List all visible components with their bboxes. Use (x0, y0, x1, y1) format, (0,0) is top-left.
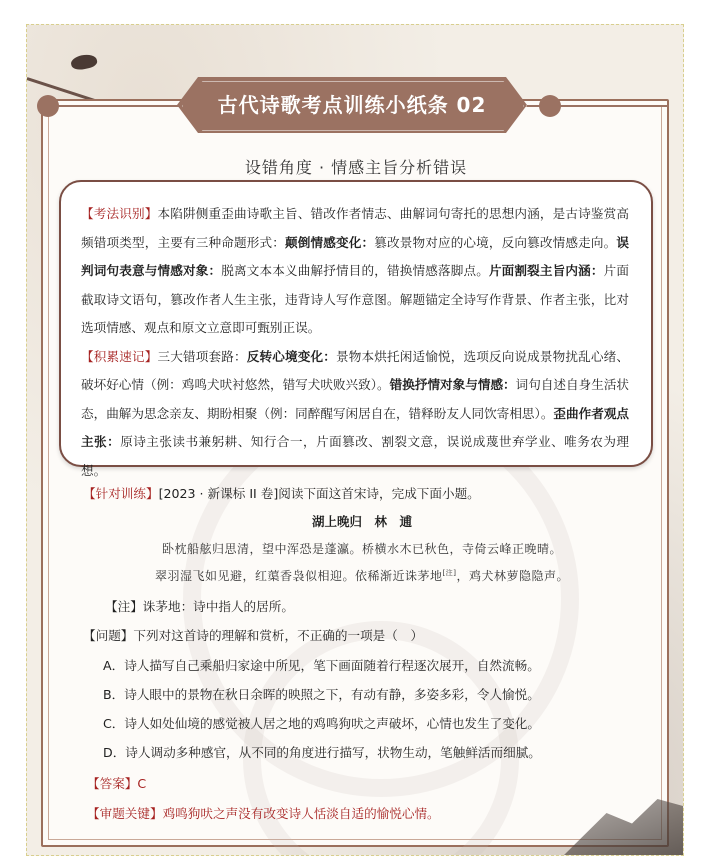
training-line: 【针对训练】[2023 · 新课标 II 卷]阅读下面这首宋诗，完成下面小题。 (83, 486, 480, 501)
method-tag: 【考法识别】 (81, 206, 158, 221)
poem-line-2: 翠羽湿飞如见避，红蕖香袅似相迎。依稀渐近诛茅地[注]，鸡犬林萝隐隐声。 (155, 569, 569, 583)
footnote-marker: [注] (442, 569, 457, 577)
option-a: A．诗人描写自己乘船归家途中所见，笔下画面随着行程逐次展开，自然流畅。 (103, 658, 540, 673)
memory-paragraph: 【积累速记】三大错项套路：反转心境变化：景物本烘托闲适愉悦，选项反向说成景物扰乱心绪、破坏好心情（例：鸡鸣犬吠衬悠然，错写犬吠败兴致）。错换抒情对象与情感：词句自述自身生活状态，曲解为思念亲友、期盼相聚（例：同醉醒写闲居自在，错释盼友人同饮寄相思）。歪曲作者观点主张：原诗主张读书兼躬耕、知行合一，片面篡改、割裂文意，误说成蔑世弃学业、唯务农为理想。 (81, 348, 630, 478)
page-title: 古代诗歌考点训练小纸条 02 (217, 93, 487, 117)
knowledge-box (59, 180, 653, 478)
document-page (26, 24, 684, 856)
option-d: D．诗人调动多种感官，从不同的角度进行描写，状物生动，笔触鲜活而细腻。 (103, 745, 541, 760)
banner-dot-left (37, 95, 59, 117)
poem-line-1: 卧枕船舷归思清，望中浑恐是蓬瀛。桥横水木已秋色，寺倚云峰正晚晴。 (161, 542, 562, 556)
banner-line-left (41, 105, 181, 107)
question-line: 【问题】下列对这首诗的理解和赏析，不正确的一项是（ ） (83, 628, 424, 643)
option-b: B．诗人眼中的景物在秋日余晖的映照之下，有动有静，多姿多彩，令人愉悦。 (103, 687, 540, 702)
option-c: C．诗人如处仙境的感觉被人居之地的鸡鸣狗吠之声破坏，心情也发生了变化。 (103, 716, 540, 731)
memory-tag: 【积累速记】 (81, 348, 158, 364)
method-paragraph: 【考法识别】本陷阱侧重歪曲诗歌主旨、错改作者情志、曲解词句寄托的思想内涵，是古诗鉴赏高频错项类型，主要有三种命题形式：颠倒情感变化：篡改景物对应的心境，反向篡改情感走向。误判词句表意与情感对象：脱离文本本义曲解抒情目的，错换情感落脚点。片面割裂主旨内涵：片面截取诗文语句，篡改作者人生主张，违背诗人写作意图。解题锚定全诗写作背景、作者主张，比对选项情感、观点和原文立意即可甄别正误。 (81, 206, 630, 335)
section-subtitle: 设错角度 · 情感主旨分析错误 (244, 158, 468, 177)
answer-line: 【答案】C (87, 776, 147, 791)
banner-dot-right (539, 95, 561, 117)
analysis-line: 【审题关键】鸡鸣狗吠之声没有改变诗人恬淡自适的愉悦心情。 (87, 806, 440, 821)
note-line: 【注】诛茅地：诗中指人的居所。 (105, 599, 294, 614)
poem-title: 湖上晚归 林 逋 (311, 514, 412, 529)
